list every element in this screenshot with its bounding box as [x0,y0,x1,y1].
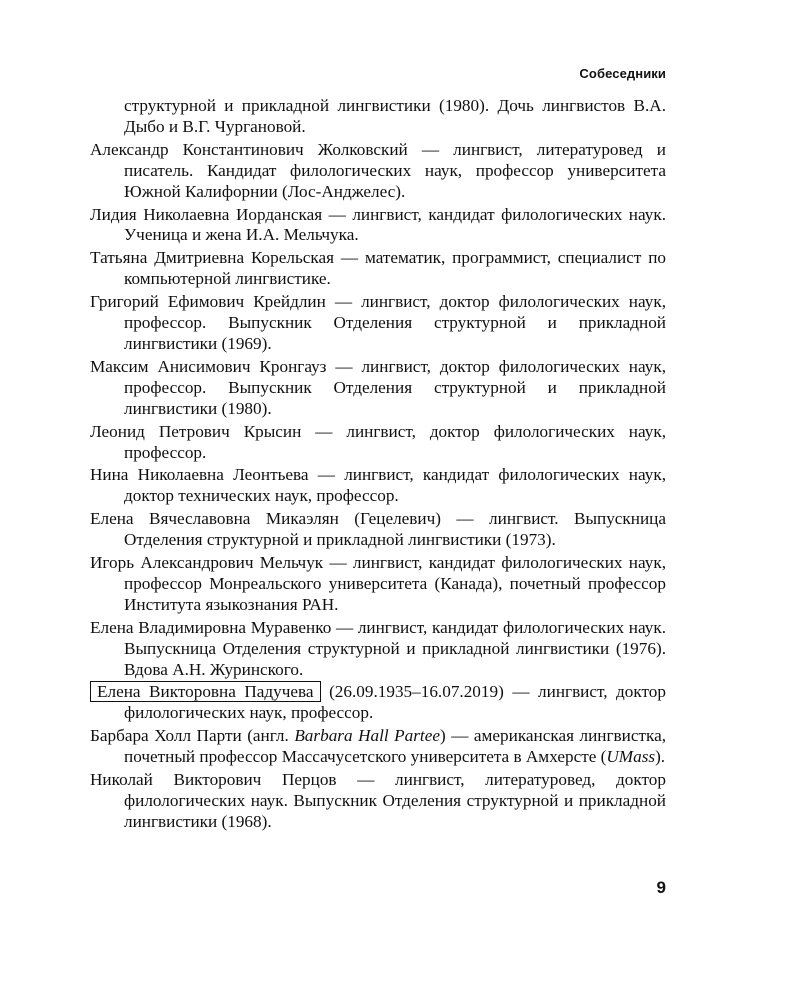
list-item: Леонид Петрович Крысин — лингвист, доктор филологических наук, профессор. [90,421,666,462]
list-item: структурной и прикладной лингвистики (1980). Дочь лингвистов В.А. Дыбо и В.Г. Чургановой. [124,96,666,136]
text-block [90,96,666,835]
list-item: Елена Владимировна Муравенко — лингвист, кандидат филологических наук. Выпускница Отделения структурной и прикладной лингвистики (1976). Вдова А.Н. Журинского. [90,617,666,679]
list-item: Нина Николаевна Леонтьева — лингвист, кандидат филологических наук, доктор технических наук, профессор. [90,465,666,506]
list-item-text: (26.09.1935–16.07.2019) — лингвист, доктор филологических наук, профессор. [124,682,666,723]
list-item-text: ). [655,747,666,767]
page-number: 9 [656,878,666,897]
italic-text: UMass [606,747,656,767]
list-item: Лидия Николаевна Иорданская — лингвист, кандидат филологических наук. Ученица и жена И.А. Мельчука. [90,204,666,245]
list-item: Татьяна Дмитриевна Корельская — математик, программист, специалист по компьютерной лингвистике. [90,248,666,289]
list-item: Елена Вячеславовна Микаэлян (Гецелевич) — лингвист. Выпускница Отделения структурной и прикладной лингвистики (1973). [90,509,666,550]
list-item: Григорий Ефимович Крейдлин — лингвист, доктор филологических наук, профессор. Выпускник Отделения структурной и прикладной лингвистики (1969). [90,292,666,353]
running-head: Собеседники [579,66,666,81]
italic-text: Barbara Hall Partee [294,726,440,746]
list-item [90,682,666,724]
list-item-text: ) — американская лингвистка, почетный профессор Массачусетского университета в Амхерсте ( [124,726,667,767]
list-item: Николай Викторович Перцов — лингвист, литературовед, доктор филологических наук. Выпускник Отделения структурной и прикладной лингвистики (1968). [90,770,666,831]
list-item: Игорь Александрович Мельчук — лингвист, кандидат филологических наук, профессор Монреальского университета (Канада), почетный профессор Института языкознания РАН. [90,553,666,614]
list-item: Александр Константинович Жолковский — лингвист, литературовед и писатель. Кандидат филологических наук, профессор университета Южной Калифорнии (Лос-Анджелес). [90,139,666,201]
list-item: Максим Анисимович Кронгауз — лингвист, доктор филологических наук, профессор. Выпускник Отделения структурной и прикладной лингвистики (1980). [90,356,666,418]
list-item [90,726,666,768]
list-item-text: Барбара Холл Парти (англ. [90,726,295,746]
highlighted-name-box: Елена Викторовна Падучева [90,681,321,702]
